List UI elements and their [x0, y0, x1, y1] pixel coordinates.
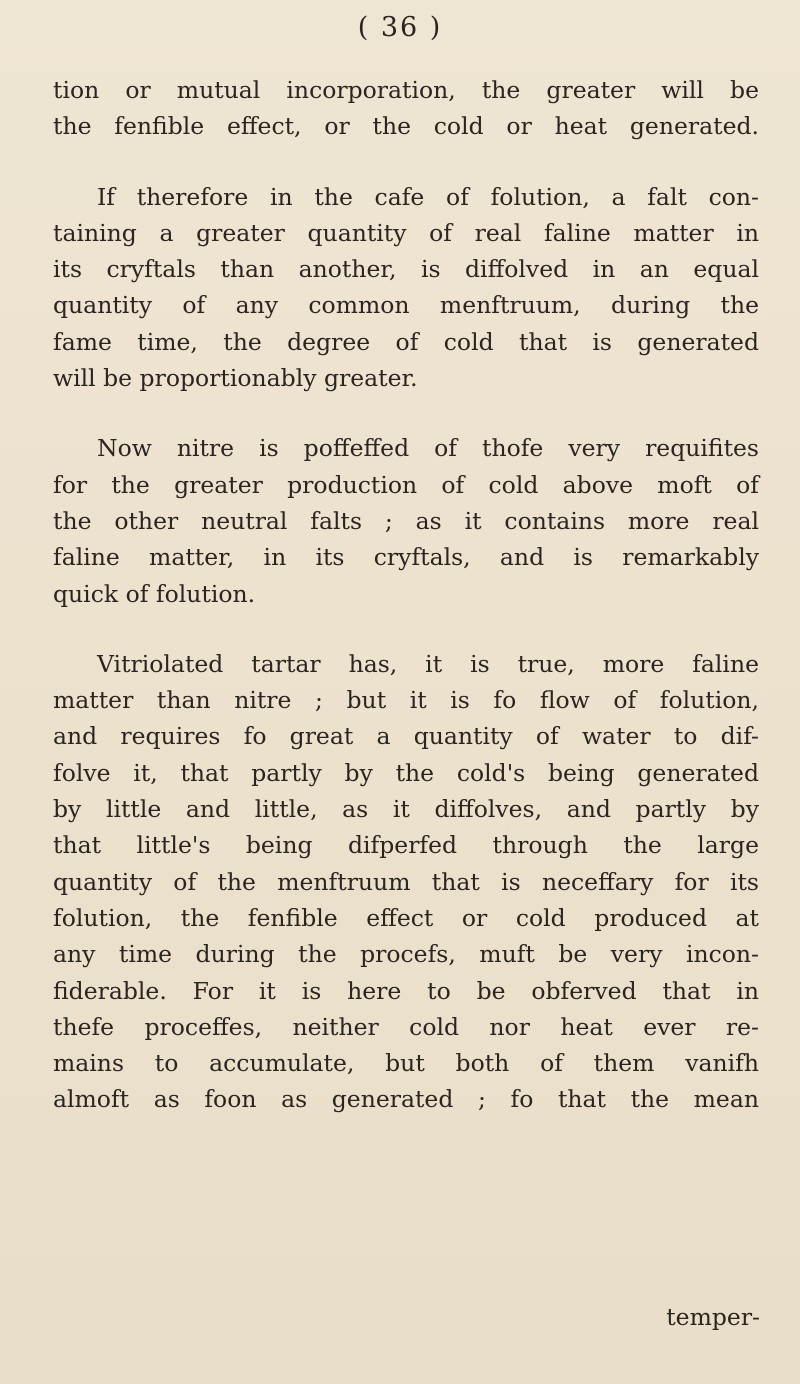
- catchword: temper-: [666, 1303, 760, 1331]
- text-line: Vitriolated tartar has, it is true, more faline: [97, 649, 759, 678]
- paragraph-1: [53, 72, 759, 145]
- text-line: quantity of the menftruum that is neceffary for its: [53, 867, 759, 896]
- text-line: If therefore in the cafe of folution, a falt con-: [97, 182, 759, 211]
- text-line: matter than nitre ; but it is fo flow of folution,: [53, 686, 759, 715]
- text-line: almoft as foon as generated ; fo that the mean: [53, 1085, 759, 1114]
- paragraph-3: [53, 430, 759, 611]
- paragraph-4: [53, 646, 759, 1118]
- text-line: folution, the fenfible effect or cold produced at: [53, 903, 759, 932]
- text-line: mains to accumulate, but both of them vanifh: [53, 1049, 759, 1078]
- text-line: the other neutral falts ; as it contains more real: [53, 506, 759, 535]
- text-line: its cryftals than another, is diffolved in an equal: [53, 255, 759, 284]
- text-line: fiderable. For it is here to be obferved that in: [53, 976, 759, 1005]
- text-line: for the greater production of cold above moft of: [53, 470, 759, 499]
- text-line: fame time, the degree of cold that is generated: [53, 327, 759, 356]
- text-line: taining a greater quantity of real faline matter in: [53, 218, 759, 247]
- text-line: the fenfible effect, or the cold or heat generated.: [53, 112, 759, 141]
- body-text: [53, 72, 759, 1118]
- text-line: quick of folution.: [53, 579, 256, 608]
- text-line: quantity of any common menftruum, during the: [53, 291, 759, 320]
- paragraph-2: [53, 179, 759, 397]
- text-line: Now nitre is poffeffed of thofe very requifites: [97, 434, 759, 463]
- text-line: any time during the procefs, muft be very incon-: [53, 940, 759, 969]
- text-line: and requires fo great a quantity of water to dif-: [53, 722, 759, 751]
- text-line: thefe proceffes, neither cold nor heat ever re-: [53, 1012, 759, 1041]
- text-line: faline matter, in its cryftals, and is remarkably: [53, 543, 759, 572]
- page-number-header: ( 36 ): [357, 12, 443, 43]
- text-line: tion or mutual incorporation, the greater will be: [53, 76, 759, 104]
- text-line: that little's being difperfed through the large: [53, 831, 759, 860]
- text-line: by little and little, as it diffolves, and partly by: [53, 795, 759, 824]
- text-line: will be proportionably greater.: [53, 364, 418, 393]
- text-line: folve it, that partly by the cold's being generated: [53, 758, 759, 787]
